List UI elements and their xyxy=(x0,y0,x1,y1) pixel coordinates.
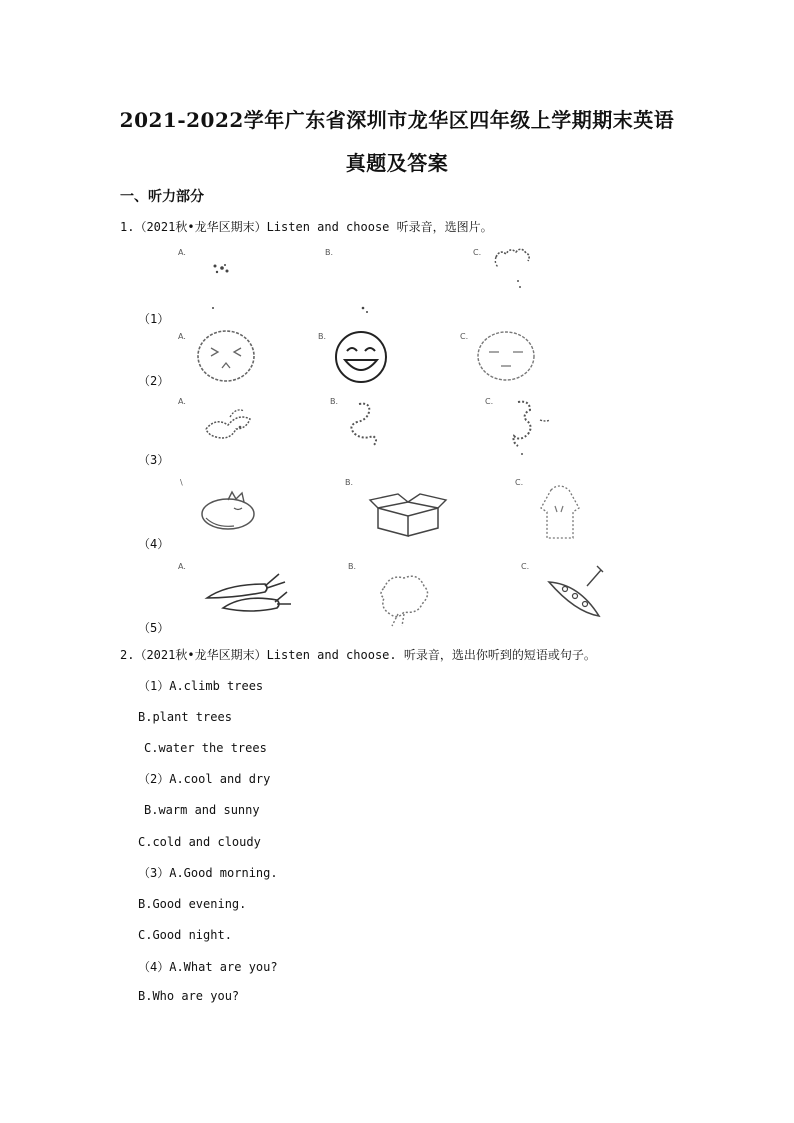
q2-line-9: C.Good night. xyxy=(138,928,232,942)
q2-line-8: B.Good evening. xyxy=(138,897,247,911)
q1-row5-option-b-label: B. xyxy=(348,562,357,571)
carrots-icon xyxy=(203,568,293,616)
box-icon xyxy=(368,490,448,538)
curly-hair-icon xyxy=(490,245,535,295)
doc-title-line2: 真题及答案 xyxy=(345,151,449,175)
q1-row1-option-a-label: A. xyxy=(178,248,186,257)
doc-title-line1: 2021-2022学年广东省深圳市龙华区四年级上学期期末英语 xyxy=(119,108,675,132)
q1-row4-number: （4） xyxy=(138,537,170,551)
q1-row2-option-c-label: C. xyxy=(460,332,469,341)
q1-row4-option-a-label: \ xyxy=(180,478,183,487)
question-1-text: 1.（2021秋•龙华区期末）Listen and choose 听录音，选图片。 xyxy=(120,220,493,234)
q1-row2-number: （2） xyxy=(138,374,170,388)
coat-icon xyxy=(535,480,585,542)
broccoli-icon xyxy=(370,568,440,630)
q1-row3-option-c-label: C. xyxy=(485,397,494,406)
q2-line-11: B.Who are you? xyxy=(138,989,240,1003)
q2-line-5: B.warm and sunny xyxy=(144,803,260,817)
snake-icon xyxy=(345,398,385,448)
q1-row3-option-a-label: A. xyxy=(178,397,186,406)
smiling-face-icon xyxy=(333,330,389,384)
sleeping-cat-icon xyxy=(198,488,260,532)
peas-icon xyxy=(543,562,615,622)
q2-line-1: （1）A.climb trees xyxy=(138,679,264,693)
q1-row5-option-c-label: C. xyxy=(521,562,530,571)
q1-row1-option-b-label: B. xyxy=(325,248,334,257)
q1-row3-number: （3） xyxy=(138,453,170,467)
q1-row1-option-c-label: C. xyxy=(473,248,482,257)
q1-row5-number: （5） xyxy=(138,621,170,635)
neutral-face-icon xyxy=(475,330,537,382)
squinting-face-icon xyxy=(195,328,257,384)
question-2-text: 2.（2021秋•龙华区期末）Listen and choose. 听录音，选出你听到的短语或句子。 xyxy=(120,648,596,662)
q2-line-10: （4）A.What are you? xyxy=(138,960,278,974)
q1-row3-option-b-label: B. xyxy=(330,397,339,406)
q1-row2-option-b-label: B. xyxy=(318,332,327,341)
q2-line-6: C.cold and cloudy xyxy=(138,835,261,849)
q2-line-7: （3）A.Good morning. xyxy=(138,866,278,880)
q2-line-4: （2）A.cool and dry xyxy=(138,772,271,786)
q2-line-3: C.water the trees xyxy=(144,741,267,755)
q1-row5-option-a-label: A. xyxy=(178,562,186,571)
q1-row4-option-c-label: C. xyxy=(515,478,524,487)
q1-row1-number: （1） xyxy=(138,312,170,326)
seahorse-icon xyxy=(500,396,560,458)
small-dots-icon xyxy=(355,300,385,320)
q2-line-2: B.plant trees xyxy=(138,710,232,724)
sparse-dots-icon xyxy=(205,258,245,318)
q1-row2-option-a-label: A. xyxy=(178,332,186,341)
bird-icon xyxy=(200,405,260,447)
q1-row4-option-b-label: B. xyxy=(345,478,354,487)
section-heading-listening: 一、听力部分 xyxy=(120,189,204,205)
